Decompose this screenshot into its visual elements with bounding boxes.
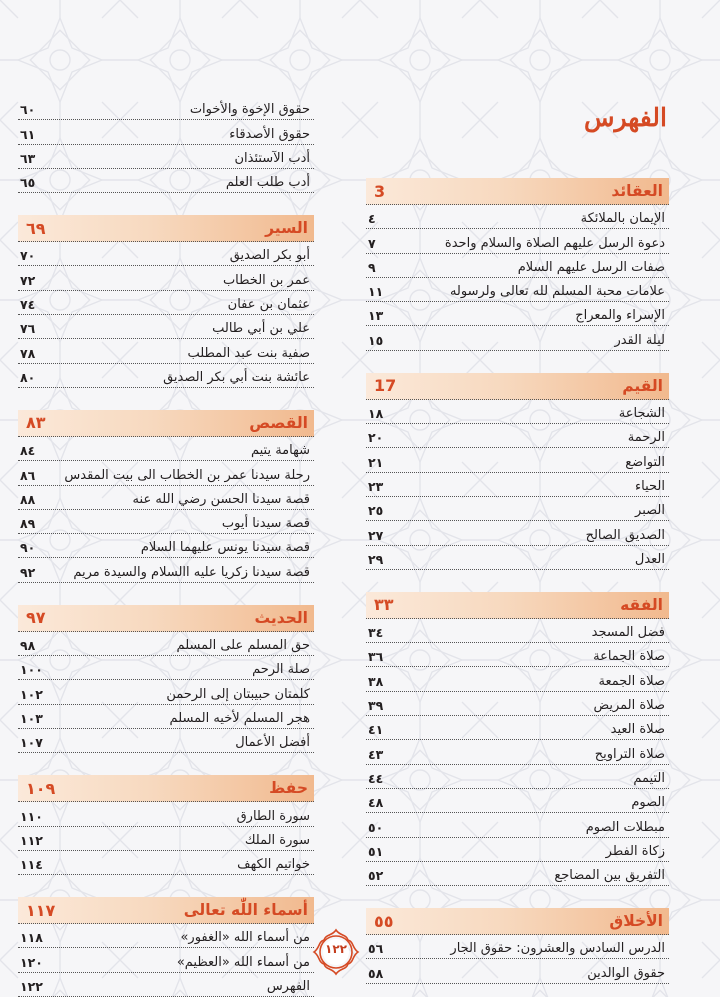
toc-entry[interactable] <box>18 729 314 753</box>
toc-entry-page: ١١٤ <box>20 857 43 873</box>
page-title: الفهرس <box>583 103 667 132</box>
toc-entry-title: صفية بنت عبد المطلب <box>187 345 310 361</box>
toc-entry[interactable] <box>366 765 669 789</box>
toc-entry[interactable] <box>18 315 314 339</box>
toc-entry-title: عائشة بنت أبي بكر الصديق <box>163 369 310 385</box>
toc-entry[interactable] <box>366 740 669 764</box>
toc-entry[interactable] <box>366 521 669 545</box>
toc-entry-page: ٢٧ <box>368 527 384 543</box>
toc-entry-page: ٧ <box>368 235 376 251</box>
toc-entry-page: ٥٨ <box>368 965 384 981</box>
toc-section <box>366 908 669 984</box>
toc-section <box>18 775 314 875</box>
toc-section <box>18 605 314 753</box>
toc-entry-title: حقوق الأصدقاء <box>229 126 310 142</box>
toc-entry[interactable] <box>366 667 669 691</box>
toc-section <box>18 410 314 583</box>
toc-entry-title: كلمتان حبيبتان إلى الرحمن <box>166 686 310 702</box>
toc-section <box>366 178 669 351</box>
toc-entry-title: الصديق الصالح <box>585 527 665 543</box>
section-page: ١١٧ <box>26 900 56 920</box>
toc-entry-title: التفريق بين المضاجع <box>554 868 665 884</box>
toc-entry-title: صلاة العيد <box>610 722 665 738</box>
toc-entry-title: حق المسلم على المسلم <box>176 638 310 654</box>
toc-entry-title: الفهرس <box>266 979 310 995</box>
toc-entry[interactable] <box>18 827 314 851</box>
toc-entry[interactable] <box>18 924 314 948</box>
toc-entry-page: ٤٣ <box>368 746 384 762</box>
toc-entry[interactable] <box>18 632 314 656</box>
toc-entry-page: ١٥ <box>368 332 384 348</box>
toc-entry-page: ١٠٣ <box>20 710 43 726</box>
toc-entry-page: ٢٠ <box>368 430 384 446</box>
toc-entry[interactable] <box>366 278 669 302</box>
toc-entry-title: عمر بن الخطاب <box>222 272 310 288</box>
section-header[interactable] <box>366 373 669 400</box>
toc-entry-page: ٣٨ <box>368 673 384 689</box>
toc-entry-title: الإسراء والمعراج <box>575 308 665 324</box>
toc-entry-title: هجر المسلم لأخيه المسلم <box>169 710 310 726</box>
toc-entry-title: حقوق الوالدين <box>587 965 665 981</box>
toc-entry-page: ٣٦ <box>368 649 384 665</box>
section-page: ٨٣ <box>26 413 46 433</box>
toc-entry[interactable] <box>366 692 669 716</box>
toc-entry-page: ٢٣ <box>368 478 384 494</box>
section-title: حفظ <box>269 779 308 798</box>
toc-entry-page: ٧٨ <box>20 345 36 361</box>
toc-entry[interactable] <box>366 424 669 448</box>
toc-entry[interactable] <box>366 400 669 424</box>
toc-entry[interactable] <box>18 534 314 558</box>
toc-entry-title: صلاة الجمعة <box>598 673 665 689</box>
toc-entry-title: مبطلات الصوم <box>585 819 665 835</box>
toc-entry[interactable] <box>18 680 314 704</box>
toc-entry[interactable] <box>366 302 669 326</box>
toc-entry-page: ٤١ <box>368 722 384 738</box>
toc-entry[interactable] <box>18 656 314 680</box>
toc-entry[interactable] <box>18 145 314 169</box>
toc-entry[interactable] <box>18 437 314 461</box>
section-title: الحديث <box>254 608 308 627</box>
section-page: 17 <box>374 376 397 396</box>
section-header[interactable] <box>18 215 314 242</box>
toc-entry-title: علامات محبة المسلم لله تعالى ولرسوله <box>449 284 665 300</box>
toc-entry-page: ٩٨ <box>20 638 36 654</box>
section-header[interactable] <box>18 410 314 437</box>
toc-entry[interactable] <box>366 643 669 667</box>
toc-entry-title: أبو بكر الصديق <box>229 248 310 264</box>
section-page: ٦٩ <box>26 218 46 238</box>
toc-entry-title: خواتيم الكهف <box>237 857 310 873</box>
toc-entry-page: ١٨ <box>368 406 384 422</box>
toc-entry-title: ليلة القدر <box>614 332 665 348</box>
continued-items <box>18 96 314 193</box>
toc-entry-page: ٨٤ <box>20 443 36 459</box>
toc-entry-page: ٦٥ <box>20 175 36 191</box>
toc-entry-title: الرحمة <box>627 430 665 446</box>
toc-entry-page: ٢٩ <box>368 551 384 567</box>
toc-entry-title: الإيمان بالملائكة <box>580 211 665 227</box>
toc-entry[interactable] <box>18 851 314 875</box>
toc-entry-title: أدب طلب العلم <box>225 175 310 191</box>
toc-entry-page: ٥٦ <box>368 941 384 957</box>
toc-entry-page: ٤ <box>368 211 376 227</box>
toc-entry[interactable] <box>18 291 314 315</box>
toc-section <box>366 592 669 886</box>
toc-entry-page: ٨٦ <box>20 467 36 483</box>
toc-entry-page: ١٠٧ <box>20 735 43 751</box>
toc-entry-title: أفضل الأعمال <box>235 735 310 751</box>
toc-entry-page: ٦٣ <box>20 150 36 166</box>
toc-entry-page: ٤٨ <box>368 795 384 811</box>
toc-entry[interactable] <box>366 789 669 813</box>
toc-entry-title: صلاة الجماعة <box>593 649 665 665</box>
toc-entry-page: ٢٥ <box>368 503 384 519</box>
toc-entry-page: ٨٨ <box>20 491 36 507</box>
toc-entry[interactable] <box>366 619 669 643</box>
toc-entry[interactable] <box>18 486 314 510</box>
toc-entry-title: حقوق الإخوة والأخوات <box>189 102 310 118</box>
toc-entry[interactable] <box>366 935 669 959</box>
toc-entry[interactable] <box>366 497 669 521</box>
section-title: أسماء اللّٰه تعالى <box>183 901 308 920</box>
toc-entry-page: ٨٩ <box>20 516 36 532</box>
toc-entry-page: ١٠٠ <box>20 662 43 678</box>
toc-entry-page: ٦٠ <box>20 102 36 118</box>
toc-entry-title: الشجاعة <box>618 406 665 422</box>
toc-entry[interactable] <box>366 448 669 472</box>
toc-entry[interactable] <box>18 96 314 120</box>
toc-entry-title: صلة الرحم <box>252 662 310 678</box>
toc-section <box>18 215 314 388</box>
toc-entry-page: ١١ <box>368 284 384 300</box>
toc-entry-title: صلاة التراويح <box>594 746 665 762</box>
toc-entry-page: ١١٨ <box>20 930 43 946</box>
toc-entry-title: من أسماء الله «العظيم» <box>176 954 310 970</box>
toc-entry-page: ١١٠ <box>20 808 43 824</box>
toc-right-column <box>366 98 669 997</box>
toc-entry-page: ٤٤ <box>368 770 384 786</box>
toc-entry-title: العدل <box>634 551 665 567</box>
section-page: ٥٥ <box>374 911 394 931</box>
page-number-badge <box>312 928 360 976</box>
toc-entry[interactable] <box>18 973 314 997</box>
toc-entry-title: التيمم <box>633 770 665 786</box>
toc-entry[interactable] <box>366 229 669 253</box>
toc-entry-title: سورة الطارق <box>236 808 310 824</box>
section-header[interactable] <box>366 592 669 619</box>
toc-entry[interactable] <box>366 813 669 837</box>
toc-entry[interactable] <box>366 546 669 570</box>
toc-entry[interactable] <box>18 802 314 826</box>
toc-left-column <box>18 96 314 997</box>
toc-entry-title: صلاة المريض <box>593 698 665 714</box>
toc-entry-title: زكاة الفطر <box>605 843 665 859</box>
toc-entry[interactable] <box>366 862 669 886</box>
toc-entry-title: قصة سيدنا يونس عليهما السلام <box>140 540 310 556</box>
section-page: ٣٣ <box>374 595 394 615</box>
section-header[interactable] <box>366 178 669 205</box>
toc-entry[interactable] <box>18 461 314 485</box>
section-header[interactable] <box>366 908 669 935</box>
section-title: القيم <box>622 376 663 395</box>
toc-entry-page: ٣٩ <box>368 698 384 714</box>
section-page: ٩٧ <box>26 608 46 628</box>
toc-entry-title: صفات الرسل عليهم السلام <box>517 259 665 275</box>
toc-entry-title: قصة سيدنا أيوب <box>221 516 310 532</box>
toc-entry-page: ١٠٢ <box>20 686 43 702</box>
toc-entry-page: ١٢٢ <box>20 979 43 995</box>
toc-entry-page: ٦١ <box>20 126 36 142</box>
toc-section <box>366 373 669 570</box>
toc-entry-page: ٩٢ <box>20 564 36 580</box>
page-number: ١٢٢ <box>325 942 347 956</box>
toc-entry[interactable] <box>18 169 314 193</box>
toc-entry-page: ٧٤ <box>20 297 36 313</box>
toc-entry[interactable] <box>18 339 314 363</box>
toc-entry[interactable] <box>18 558 314 582</box>
section-header[interactable] <box>18 605 314 632</box>
toc-entry-title: أدب الآستئذان <box>234 150 310 166</box>
toc-entry-page: ٩ <box>368 259 376 275</box>
toc-entry[interactable] <box>366 959 669 983</box>
section-page: 3 <box>374 181 386 201</box>
toc-entry-page: ٧٦ <box>20 321 36 337</box>
toc-entry-title: الدرس السادس والعشرون: حقوق الجار <box>450 941 665 957</box>
toc-entry-page: ١٢٠ <box>20 954 43 970</box>
toc-entry-page: ٥٠ <box>368 819 384 835</box>
toc-entry-page: ١١٢ <box>20 832 43 848</box>
toc-entry-title: من أسماء الله «الغفور» <box>180 930 310 946</box>
toc-entry-page: ٢١ <box>368 454 384 470</box>
section-header[interactable] <box>18 897 314 924</box>
toc-entry[interactable] <box>366 326 669 350</box>
toc-section <box>18 897 314 997</box>
toc-entry-page: ١٣ <box>368 308 384 324</box>
toc-entry[interactable] <box>366 473 669 497</box>
section-title: الأخلاق <box>609 912 663 931</box>
toc-entry-page: ٥١ <box>368 843 384 859</box>
toc-entry[interactable] <box>18 364 314 388</box>
toc-entry[interactable] <box>366 716 669 740</box>
toc-entry-title: سورة الملك <box>244 832 310 848</box>
toc-entry[interactable] <box>18 705 314 729</box>
toc-entry[interactable] <box>18 266 314 290</box>
toc-entry-page: ٧٠ <box>20 248 36 264</box>
toc-entry[interactable] <box>366 838 669 862</box>
toc-entry-page: ٣٤ <box>368 625 384 641</box>
toc-entry-page: ٨٠ <box>20 369 36 385</box>
toc-entry[interactable] <box>366 254 669 278</box>
section-title: العقائد <box>611 182 663 200</box>
toc-entry[interactable] <box>18 242 314 266</box>
toc-entry-title: الصوم <box>631 795 665 811</box>
toc-entry-title: الحياء <box>635 478 665 494</box>
toc-entry[interactable] <box>18 510 314 534</box>
toc-entry-title: التواضع <box>625 454 665 470</box>
toc-entry[interactable] <box>18 120 314 144</box>
section-title: القصص <box>249 413 308 432</box>
toc-entry-title: الصبر <box>635 503 665 519</box>
toc-entry-page: ٩٠ <box>20 540 36 556</box>
toc-entry-title: قصة سيدنا زكريا عليه االسلام والسيدة مريم <box>73 564 310 580</box>
toc-entry[interactable] <box>366 205 669 229</box>
toc-entry-title: فضل المسجد <box>591 625 665 641</box>
toc-entry-page: ٧٢ <box>20 272 36 288</box>
toc-entry-title: علي بن أبي طالب <box>212 321 310 337</box>
toc-entry-title: رحلة سيدنا عمر بن الخطاب الى بيت المقدس <box>64 467 310 483</box>
toc-entry-title: دعوة الرسل عليهم الصلاة والسلام واحدة <box>444 235 665 251</box>
section-header[interactable] <box>18 775 314 802</box>
toc-entry-page: ٥٢ <box>368 868 384 884</box>
section-title: السير <box>265 219 308 238</box>
toc-entry-title: شهامة يتيم <box>250 443 310 459</box>
toc-entry-title: قصة سيدنا الحسن رضي الله عنه <box>132 491 310 507</box>
toc-entry-title: عثمان بن عفان <box>227 297 310 313</box>
section-title: الفقه <box>620 595 663 614</box>
toc-entry[interactable] <box>18 948 314 972</box>
section-page: ١٠٩ <box>26 778 56 798</box>
